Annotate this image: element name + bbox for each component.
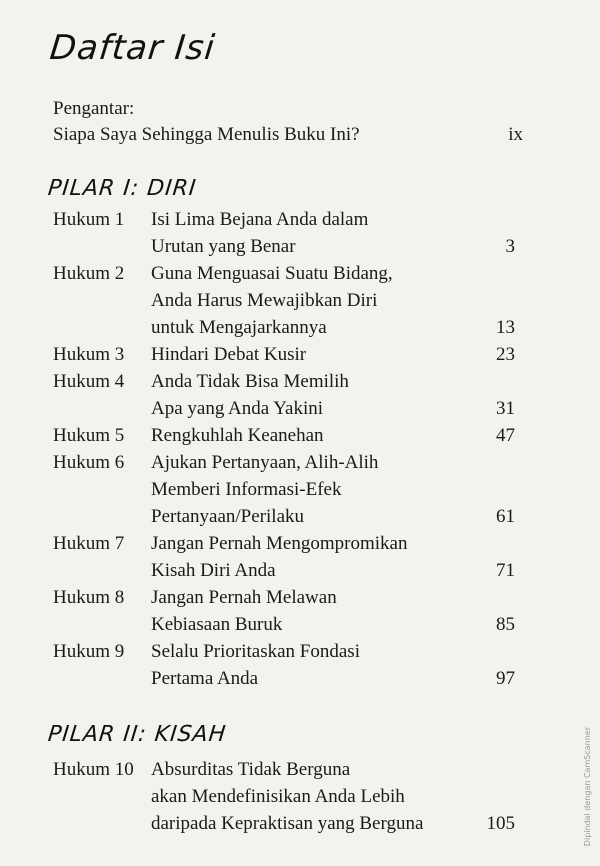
- entry-title-line: untuk Mengajarkannya: [151, 317, 327, 338]
- entry-title: [151, 368, 465, 422]
- toc-entry: [53, 422, 515, 449]
- entry-title-line: Kisah Diri Anda: [151, 560, 276, 581]
- pillar-1-entries: [53, 206, 515, 692]
- entry-title: [151, 584, 465, 638]
- entry-page-number: 97: [496, 668, 515, 689]
- entry-label: Hukum 7: [53, 533, 125, 554]
- pillar-2-heading: PILAR II: KISAH: [46, 722, 228, 747]
- intro-title: Siapa Saya Sehingga Menulis Buku Ini?: [53, 124, 360, 145]
- entry-title-line: Ajukan Pertanyaan, Alih-Alih: [151, 452, 379, 473]
- entry-label: Hukum 6: [53, 452, 125, 473]
- entry-title-line: Pertanyaan/Perilaku: [151, 506, 305, 527]
- intro-label: Pengantar:: [53, 98, 135, 119]
- entry-title: [151, 422, 465, 449]
- entry-label: Hukum 3: [53, 344, 125, 365]
- entry-title-line: Absurditas Tidak Berguna: [151, 759, 351, 780]
- toc-entry: [53, 449, 515, 530]
- entry-label: Hukum 10: [53, 759, 134, 780]
- entry-title-line: Hindari Debat Kusir: [151, 344, 307, 365]
- entry-title: [151, 260, 465, 341]
- entry-title-line: Pertama Anda: [151, 668, 259, 689]
- toc-entry: [53, 206, 515, 260]
- toc-entry: [53, 530, 515, 584]
- entry-label: Hukum 5: [53, 425, 125, 446]
- entry-title-line: daripada Kepraktisan yang Berguna: [151, 813, 424, 834]
- entry-label: Hukum 2: [53, 263, 125, 284]
- entry-label: Hukum 4: [53, 371, 125, 392]
- entry-title: [151, 341, 465, 368]
- entry-title-line: Isi Lima Bejana Anda dalam: [151, 209, 369, 230]
- intro-page-number: ix: [508, 124, 523, 145]
- entry-title-line: Anda Harus Mewajibkan Diri: [151, 290, 378, 311]
- entry-page-number: 13: [496, 317, 515, 338]
- entry-page-number: 31: [496, 398, 515, 419]
- pillar-1-heading: PILAR I: DIRI: [46, 176, 198, 201]
- pillar-2-entries: [53, 756, 515, 837]
- entry-label: Hukum 8: [53, 587, 125, 608]
- entry-title: [151, 638, 465, 692]
- entry-title-line: Guna Menguasai Suatu Bidang,: [151, 263, 393, 284]
- entry-title: [151, 756, 465, 837]
- toc-entry: [53, 638, 515, 692]
- entry-page-number: 85: [496, 614, 515, 635]
- toc-entry: [53, 260, 515, 341]
- entry-page-number: 105: [486, 813, 515, 834]
- entry-label: Hukum 1: [53, 209, 125, 230]
- entry-page-number: 3: [505, 236, 515, 257]
- entry-page-number: 23: [496, 344, 515, 365]
- entry-title-line: Kebiasaan Buruk: [151, 614, 283, 635]
- entry-title-line: Rengkuhlah Keanehan: [151, 425, 324, 446]
- entry-title-line: Jangan Pernah Melawan: [151, 587, 337, 608]
- toc-entry: [53, 341, 515, 368]
- intro-entry: [53, 96, 523, 148]
- entry-title: [151, 206, 465, 260]
- entry-title: [151, 449, 465, 530]
- entry-title: [151, 530, 465, 584]
- page-title: Daftar Isi: [47, 28, 218, 68]
- entry-page-number: 47: [496, 425, 515, 446]
- entry-title-line: akan Mendefinisikan Anda Lebih: [151, 786, 405, 807]
- scanner-watermark: Dipindai dengan CamScanner: [583, 726, 592, 846]
- entry-title-line: Anda Tidak Bisa Memilih: [151, 371, 349, 392]
- entry-title-line: Selalu Prioritaskan Fondasi: [151, 641, 360, 662]
- toc-entry: [53, 584, 515, 638]
- entry-page-number: 71: [496, 560, 515, 581]
- entry-page-number: 61: [496, 506, 515, 527]
- toc-entry: [53, 756, 515, 837]
- toc-entry: [53, 368, 515, 422]
- entry-title-line: Urutan yang Benar: [151, 236, 296, 257]
- entry-title-line: Jangan Pernah Mengompromikan: [151, 533, 408, 554]
- entry-label: Hukum 9: [53, 641, 125, 662]
- entry-title-line: Memberi Informasi-Efek: [151, 479, 342, 500]
- entry-title-line: Apa yang Anda Yakini: [151, 398, 324, 419]
